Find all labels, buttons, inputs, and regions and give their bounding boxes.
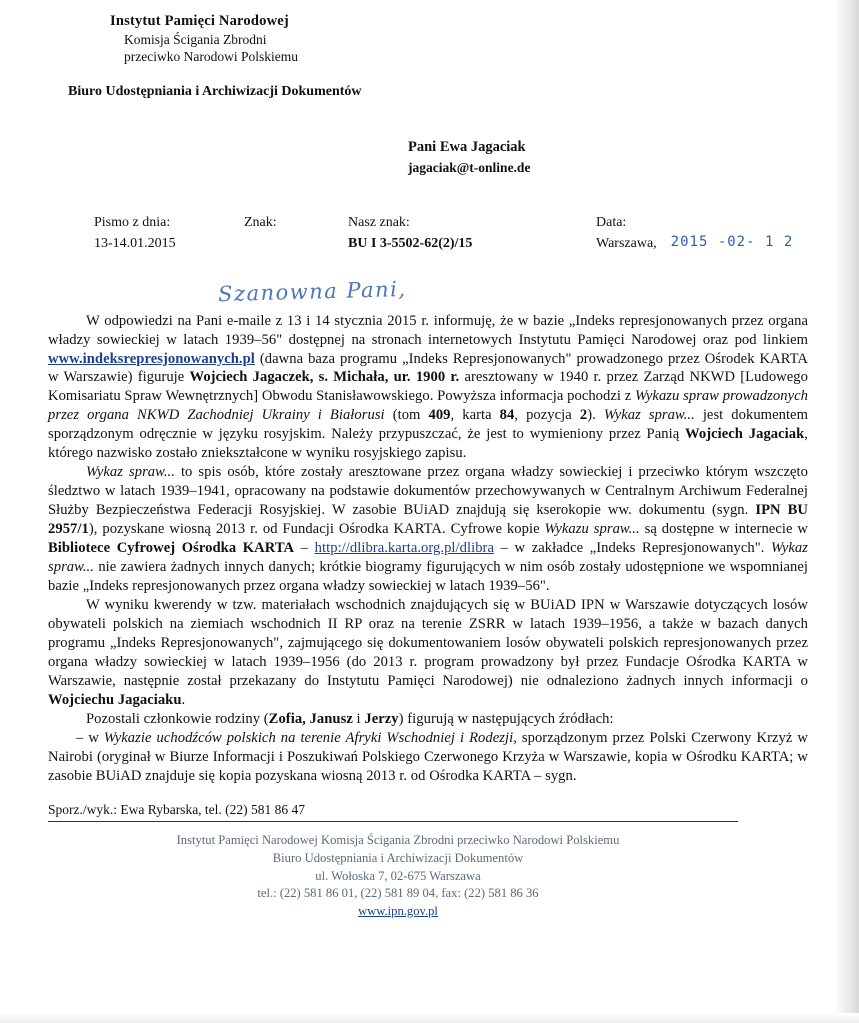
reference-date-label: Data: — [596, 214, 627, 230]
p1-volume: 409 — [428, 407, 451, 424]
handwritten-salutation: Szanowna Pani, — [217, 276, 407, 306]
addressee-email: jagaciak@t-online.de — [408, 160, 531, 175]
p1-text-e: , karta — [450, 407, 500, 424]
dlibra-link[interactable]: http://dlibra.karta.org.pl/dlibra — [314, 540, 494, 557]
p3-person: Wojciechu Jagaciaku — [48, 691, 182, 708]
reference-row — [48, 212, 808, 268]
p1-text-c: aresztowany w 1940 r. przez Zarząd NKWD [Ludowego Komisariatu Spraw Wewnętrznych] Obwodu Stanisławowskiego. Powyższa informacja pochodzi z — [48, 369, 808, 405]
p1-person-1: Wojciech Jagaczek, s. Michała, ur. 1900 r. — [189, 369, 460, 386]
p2-italic-1: Wykaz spraw... — [86, 464, 175, 481]
p3-text-b: . — [181, 691, 186, 708]
reference-date — [596, 212, 793, 254]
reference-pismo — [94, 212, 176, 254]
p5-text-a: , sporządzonym przez Polski Czerwony Krzyż w Nairobi (oryginał w Biurze Informacji i Poszukiwań Polskiego Czerwonego Krzyża w Warszawie, kopia w Ośrodku KARTA; w zasobie BUiAD znajduje się kopia pozyskana wiosną 2013 r. od Ośrodka KARTA – sygn. — [48, 729, 808, 784]
p2-text-c: są dostępne w internecie w — [639, 521, 808, 538]
reference-nasz-znak-value: BU I 3-5502-62(2)/15 — [348, 235, 473, 251]
reference-znak — [244, 212, 277, 233]
body-paragraph-3 — [48, 596, 808, 710]
p4-names-1: Zofia, Janusz — [268, 710, 353, 727]
p2-italic-3: Wykaz spraw... — [48, 540, 808, 576]
p2-text-a: to spis osób, które zostały aresztowane przez organa władzy sowieckiej i przeciwko którym wszczęto śledztwo w latach 1939–1941, opracowany na podstawie dokumentów przechowywanych w Centralnym Archiwum Federalnej Służby Bezpieczeństwa Federacji Rosyjskiej. W zasobie BUiAD znajdują się kserokopie ww. dokumentu (sygn. — [48, 464, 808, 519]
body-paragraph-4 — [48, 710, 808, 729]
reference-date-city: Warszawa, — [596, 235, 657, 251]
p5-dash: – w — [76, 729, 104, 746]
p1-card: 84 — [499, 407, 515, 424]
p1-text-i: , którego nazwisko zostało zniekształcone w wyniku rosyjskiego zapisu. — [48, 426, 808, 462]
reference-pismo-label: Pismo z dnia: — [94, 214, 171, 230]
letter-body — [48, 312, 808, 786]
prepared-by-line: Sporz./wyk.: Ewa Rybarska, tel. (22) 581 86 47 — [48, 801, 306, 817]
body-paragraph-5 — [48, 729, 808, 786]
p2-italic-2: Wykazu spraw... — [544, 521, 640, 538]
footer-line-1: Instytut Pamięci Narodowej Komisja Ścigania Zbrodni przeciwko Narodowi Polskiemu — [176, 832, 620, 847]
p4-text-b: i — [352, 710, 365, 727]
footer-url[interactable]: www.ipn.gov.pl — [358, 904, 438, 919]
document-content — [48, 12, 808, 921]
letterhead-line-3: przeciwko Narodowi Polskiemu — [124, 48, 298, 64]
footer-divider — [48, 821, 738, 822]
reference-znak-label: Znak: — [244, 214, 277, 230]
p1-text-g: ). — [587, 407, 604, 424]
body-paragraph-1 — [48, 312, 808, 464]
p1-text-f: , pozycja — [514, 407, 580, 424]
reference-nasz-znak — [348, 212, 472, 254]
letterhead-line-2: Komisja Ścigania Zbrodni — [124, 31, 267, 47]
p1-position: 2 — [579, 407, 588, 424]
p1-italic-1: Wykazu spraw prowadzonych przez organa NKWD Zachodniej Ukrainy i Białorusi — [48, 388, 808, 424]
p1-person-2: Wojciech Jagaciak — [685, 426, 805, 443]
footer-line-4: tel.: (22) 581 86 01, (22) 581 89 04, fax: (22) 581 86 36 — [257, 886, 539, 901]
page-footer — [48, 832, 748, 921]
letterhead — [68, 12, 808, 101]
p4-names-2: Jerzy — [364, 710, 399, 727]
p1-text-b: (dawna baza programu „Indeks Represjonowanych" prowadzonego przez Ośrodek KARTA w Warszawie) figuruje — [48, 350, 808, 386]
scan-edge-bottom — [0, 1013, 859, 1023]
body-paragraph-2 — [48, 463, 808, 596]
letterhead-line-1: Instytut Pamięci Narodowej — [110, 13, 289, 29]
addressee-name: Pani Ewa Jagaciak — [408, 138, 526, 155]
p2-text-e: – w zakładce „Indeks Represjonowanych". — [493, 540, 771, 557]
scan-edge-right — [835, 0, 859, 1023]
indeks-link[interactable]: www.indeksrepresjonowanych.pl — [48, 350, 255, 367]
p4-text-c: ) figurują w następujących źródłach: — [398, 710, 614, 727]
reference-pismo-value: 13-14.01.2015 — [94, 235, 176, 251]
addressee-block — [408, 137, 808, 178]
p1-text-d: (tom — [384, 407, 429, 424]
footer-line-2: Biuro Udostępniania i Archiwizacji Dokumentów — [272, 850, 524, 865]
p5-italic: Wykazie uchodźców polskich na terenie Afryki Wschodniej i Rodezji — [103, 729, 514, 746]
p2-signature: IPN BU 2957/1 — [48, 502, 809, 538]
p2-text-d: – — [294, 540, 315, 557]
p1-text-h: jest dokumentem sporządzonym odręcznie w języku rosyjskim. Należy przypuszczać, że jest to wymieniony przez Panią — [48, 407, 808, 443]
reference-date-line — [596, 233, 793, 254]
p2-text-f: nie zawiera żadnych innych danych; krótkie biogramy figurujących w nim osób zostały udostępnione we wspomnianej bazie „Indeks represjonowanych przez organa władzy sowieckiej w latach 1939–56". — [48, 559, 808, 595]
p3-text-a: W wyniku kwerendy w tzw. materiałach wschodnich znajdujących się w BUiAD IPN w Warszawie dotyczących losów obywateli polskich na ziemiach wschodnich II RP oraz na terenie ZSRR w latach 1939–1956, a także w bazach danych programu „Indeks Represjonowanych", zajmującego się dokumentowaniem losów obywateli polskich represjonowanych przez organa władzy sowieckiej w latach 1939–1956 (do 2013 r. program prowadzony był przez Fundacje Ośrodka KARTA w Warszawie, następnie został przekazany do Instytutu Pamięci Narodowej) nie odnaleziono żadnych innych informacji o — [48, 597, 808, 689]
date-stamp: 2015 -02- 1 2 — [670, 233, 794, 250]
p2-text-b: ), pozyskane wiosną 2013 r. od Fundacji Ośrodka KARTA. Cyfrowe kopie — [88, 521, 545, 538]
p1-text-a: W odpowiedzi na Pani e-maile z 13 i 14 stycznia 2015 r. informuję, że w bazie „Indeks represjonowanych przez organa władzy sowieckiej w latach 1939–56" dostępnej na stronach internetowych Instytutu Pamięci Narodowej oraz pod linkiem — [48, 312, 808, 348]
footer-line-3: ul. Wołoska 7, 02-675 Warszawa — [315, 868, 481, 883]
letterhead-line-4: Biuro Udostępniania i Archiwizacji Dokumentów — [68, 84, 362, 100]
p4-text-a: Pozostali członkowie rodziny ( — [86, 710, 269, 727]
p1-italic-2: Wykaz spraw... — [603, 407, 695, 424]
p2-library: Bibliotece Cyfrowej Ośrodka KARTA — [48, 540, 295, 557]
reference-nasz-znak-label: Nasz znak: — [348, 214, 410, 230]
